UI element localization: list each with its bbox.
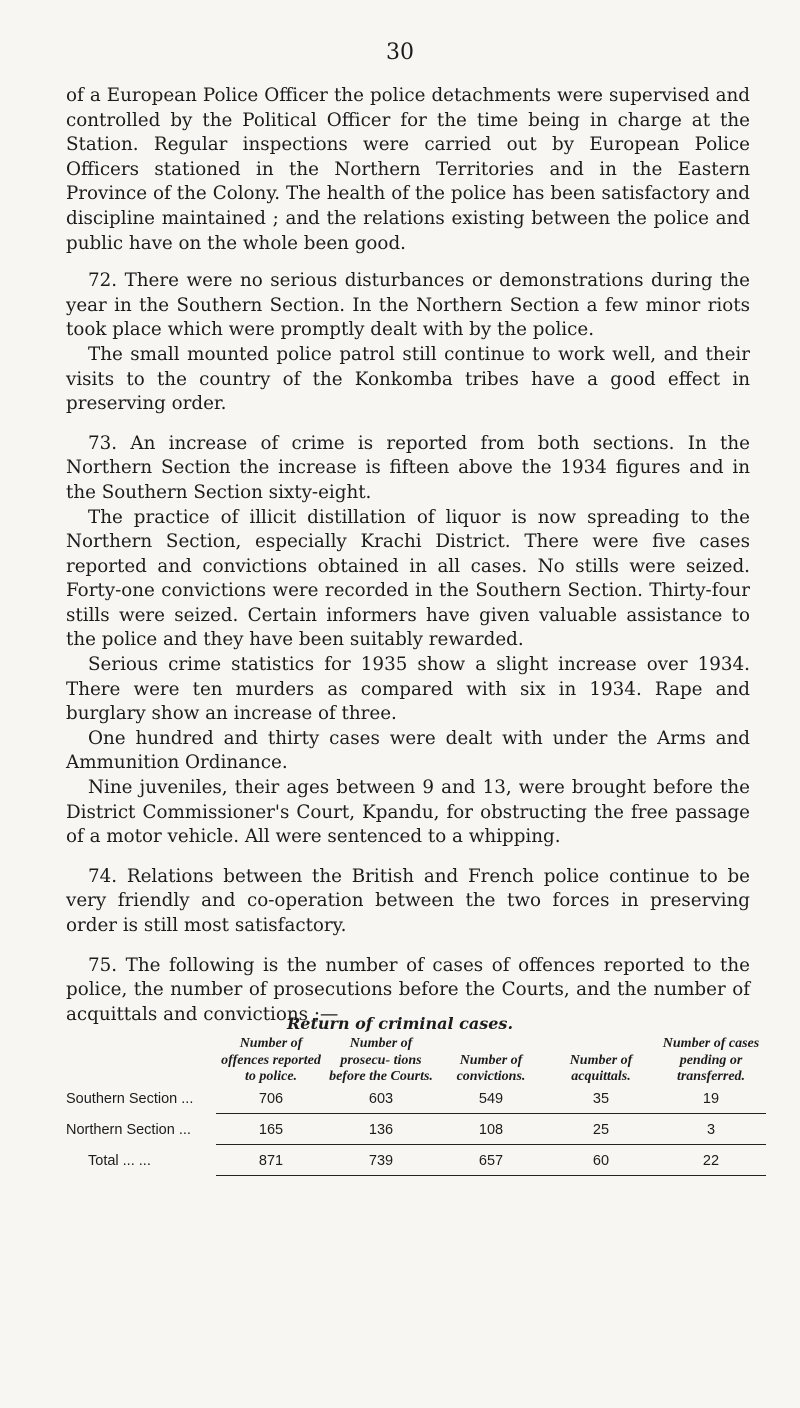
paragraph-juveniles: Nine juveniles, their ages between 9 and 13, were brought before the District Commissioner's Court, Kpandu, for obstructing the free passage of a motor vehicle. All were sentenced to a whipping. (66, 777, 750, 848)
paragraph-arms: One hundred and thirty cases were dealt with under the Arms and Ammunition Ordinance. (66, 727, 750, 774)
cell-pending: 19 (702, 1090, 720, 1107)
table-total-row (66, 1144, 766, 1175)
paragraph-74: 74. Relations between the British and French police continue to be very friendly and co-operation between the two forces in preserving order is still most satisfactory. (66, 865, 750, 936)
cell-acquittals: 35 (592, 1090, 610, 1107)
cell-pending: 3 (656, 1113, 766, 1144)
table-row (66, 1089, 766, 1114)
cell-offences: 871 (216, 1144, 326, 1175)
paragraph-75: 75. The following is the number of cases of offences reported to the police, the number of prosecutions before the Courts, and the number of acquittals and convictions :— (66, 954, 750, 1025)
header-prosecutions: Number of prosecu- tions before the Courts. (329, 1036, 433, 1084)
table-title: Return of criminal cases. (286, 1014, 514, 1033)
table-header-row (66, 1036, 766, 1089)
cell-acquittals: 25 (546, 1113, 656, 1144)
paragraph-73: 73. An increase of crime is reported from both sections. In the Northern Section the increase is fifteen above the 1934 figures and in the Southern Section sixty-eight. (66, 432, 750, 503)
paragraph-mounted-patrol: The small mounted police patrol still continue to work well, and their visits to the country of the Konkomba tribes have a good effect in preserving order. (66, 343, 750, 415)
row-label: Southern Section ... (66, 1090, 194, 1107)
paragraph-serious-crime: Serious crime statistics for 1935 show a slight increase over 1934. There were ten murders as compared with six in 1934. Rape and burglary show an increase of three. (66, 654, 750, 725)
cell-offences: 706 (258, 1090, 284, 1107)
body-text (66, 84, 750, 1042)
page-number: 30 (386, 40, 414, 65)
cell-convictions: 657 (436, 1144, 546, 1175)
header-offences-reported: Number of offences reported to police. (221, 1036, 321, 1084)
cell-prosecutions: 136 (326, 1113, 436, 1144)
paragraph-72: 72. There were no serious disturbances or demonstrations during the year in the Southern Section. In the Northern Section a few minor riots took place which were promptly dealt with by the police. (66, 270, 750, 341)
cell-offences: 165 (216, 1113, 326, 1144)
cell-convictions: 108 (436, 1113, 546, 1144)
paragraph-distillation: The practice of illicit distillation of liquor is now spreading to the Northern Section, especially Krachi District. There were five cases reported and convictions obtained in all cases. No stills were seized. Forty-one convictions were recorded in the Southern Section. Thirty-four stills were seized. Certain informers have given valuable assistance to the police and they have been suitably rewarded. (66, 506, 750, 651)
cell-prosecutions: 603 (368, 1090, 394, 1107)
cell-convictions: 549 (478, 1090, 504, 1107)
table-row (66, 1113, 766, 1144)
header-pending: Number of cases pending or transferred. (662, 1036, 760, 1084)
header-convictions: Number of convictions. (456, 1052, 526, 1084)
row-label: Total ... ... (88, 1152, 151, 1169)
header-acquittals: Number of acquittals. (569, 1052, 633, 1084)
header-section (66, 1036, 216, 1089)
cell-prosecutions: 739 (326, 1144, 436, 1175)
row-label: Northern Section ... (66, 1121, 191, 1138)
paragraph-continued: of a European Police Officer the police detachments were supervised and controlled by the Political Officer for the time being in charge at the Station. Regular inspections were carried out by European Police Officers stationed in the Northern Territories and in the Eastern Province of the Colony. The health of the police has been satisfactory and discipline maintained ; and the relations existing between the police and public have on the whole been good. (66, 85, 750, 254)
criminal-cases-table (66, 1036, 766, 1176)
cell-acquittals: 60 (546, 1144, 656, 1175)
cell-pending: 22 (656, 1144, 766, 1175)
